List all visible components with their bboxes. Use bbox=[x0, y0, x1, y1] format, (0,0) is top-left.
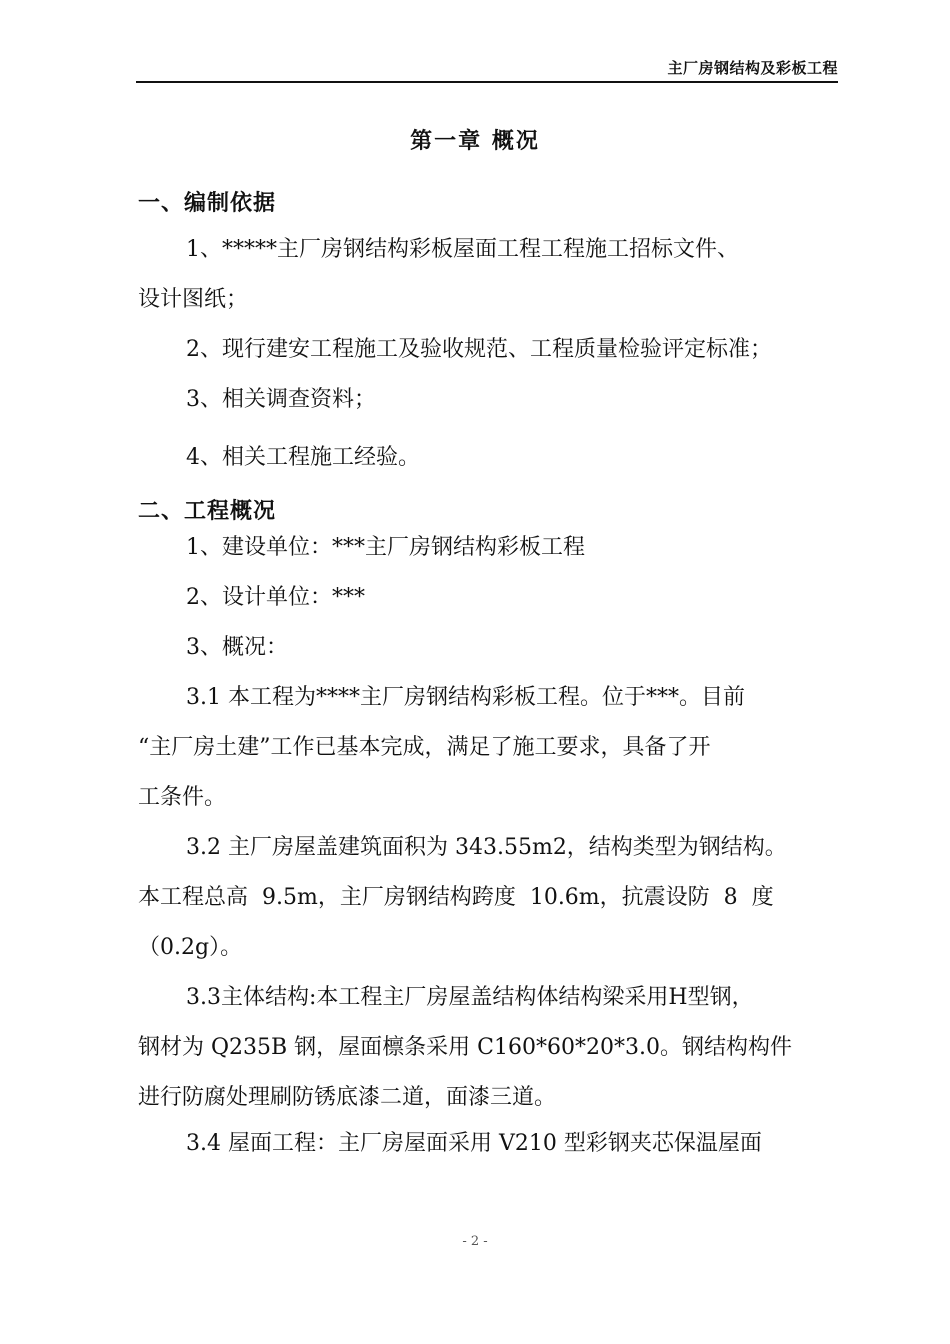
paragraph-line: （0.2g）。 bbox=[138, 935, 243, 960]
paragraph-line: 设计图纸； bbox=[138, 287, 249, 312]
paragraph-line: 3.3主体结构:本工程主厂房屋盖结构体结构梁采用H型钢， bbox=[186, 985, 754, 1010]
paragraph-line: 2、设计单位：*** bbox=[186, 585, 365, 610]
chapter-title: 第一章 概况 bbox=[410, 129, 540, 154]
paragraph-line: 1、*****主厂房钢结构彩板屋面工程工程施工招标文件、 bbox=[186, 237, 739, 262]
paragraph-line: 工条件。 bbox=[138, 785, 227, 810]
paragraph-line: 2、现行建安工程施工及验收规范、工程质量检验评定标准； bbox=[186, 337, 772, 362]
section-heading: 二、工程概况 bbox=[138, 499, 277, 524]
paragraph-line: 进行防腐处理刷防锈底漆二道，面漆三道。 bbox=[138, 1085, 557, 1110]
paragraph-line: 3、相关调查资料； bbox=[186, 387, 376, 412]
paragraph-line: 1、建设单位：***主厂房钢结构彩板工程 bbox=[186, 535, 585, 560]
paragraph-line: 4、相关工程施工经验。 bbox=[186, 445, 420, 470]
header-title: 主厂房钢结构及彩板工程 bbox=[667, 59, 838, 77]
paragraph-line: 本工程总高 9.5m，主厂房钢结构跨度 10.6m，抗震设防 8 度 bbox=[138, 885, 774, 910]
paragraph-line: 3.1 本工程为****主厂房钢结构彩板工程。位于***。目前 bbox=[186, 685, 745, 710]
page-number: - 2 - bbox=[462, 1234, 488, 1249]
paragraph-line: 钢材为 Q235B 钢，屋面檩条采用 C160*60*20*3.0。钢结构构件 bbox=[138, 1035, 792, 1060]
paragraph-line: 3、概况： bbox=[186, 635, 288, 660]
paragraph-line: 3.2 主厂房屋盖建筑面积为 343.55m2，结构类型为钢结构。 bbox=[186, 835, 787, 860]
paragraph-line: “主厂房土建”工作已基本完成，满足了施工要求，具备了开 bbox=[138, 735, 711, 760]
paragraph-line: 3.4 屋面工程：主厂房屋面采用 V210 型彩钢夹芯保温屋面 bbox=[186, 1131, 762, 1156]
section-heading: 一、编制依据 bbox=[138, 191, 277, 216]
header-divider bbox=[136, 81, 838, 83]
